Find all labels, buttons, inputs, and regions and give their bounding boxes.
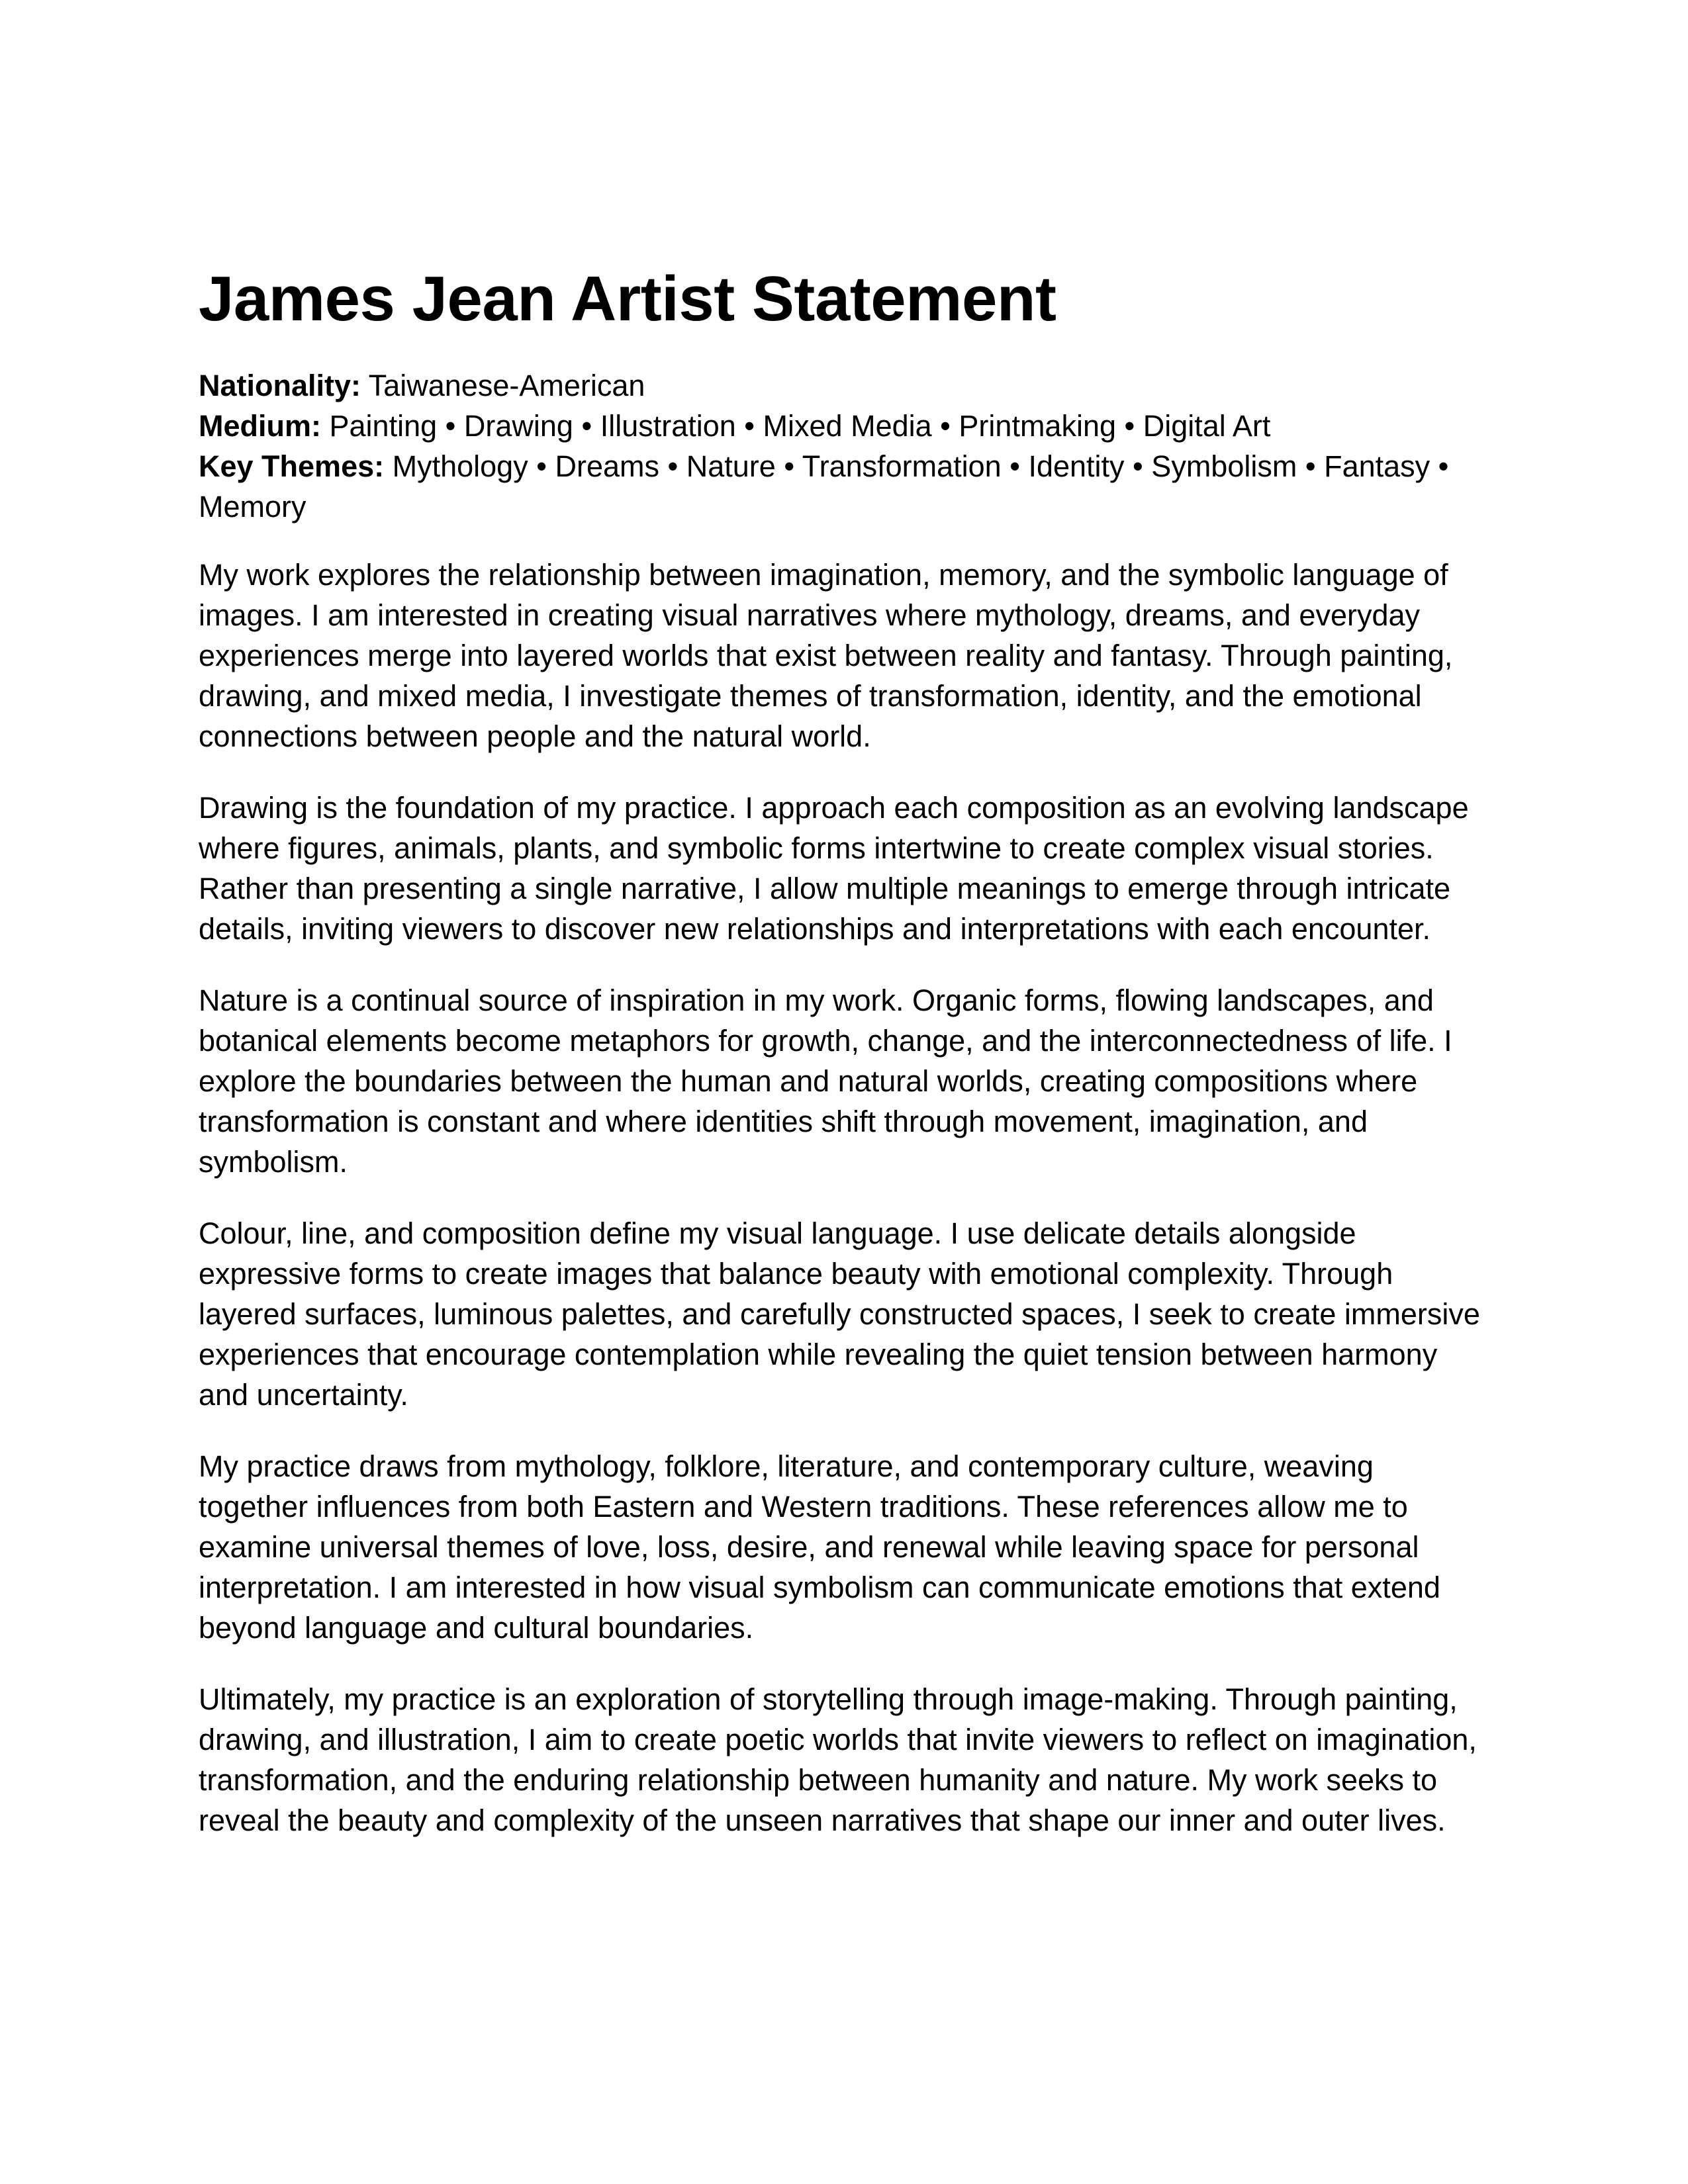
statement-paragraph-3: Nature is a continual source of inspiration in my work. Organic forms, flowing landscapes, and botanical elements become metaphors for growth, change, and the interconnectedness of life. I explore the boundaries between the human and natural worlds, creating compositions where transformation is constant and where identities shift through movement, imagination, and symbolism.: [199, 983, 1452, 1179]
nationality-line: [199, 365, 1489, 406]
key-themes-line: [199, 446, 1489, 527]
medium-label: Medium:: [199, 409, 321, 443]
statement-paragraph-5: My practice draws from mythology, folklore, literature, and contemporary culture, weaving together influences from both Eastern and Western traditions. These references allow me to examine universal themes of love, loss, desire, and renewal while leaving space for personal interpretation. I am interested in how visual symbolism can communicate emotions that extend beyond language and cultural boundaries.: [199, 1449, 1440, 1645]
medium-value: Painting • Drawing • Illustration • Mixed Media • Printmaking • Digital Art: [321, 409, 1271, 443]
statement-paragraph-6: Ultimately, my practice is an exploration of storytelling through image-making. Through painting, drawing, and illustration, I aim to create poetic worlds that invite viewers to reflect on imagination, transformation, and the enduring relationship between humanity and nature. My work seeks to reveal the beauty and complexity of the unseen narratives that shape our inner and outer lives.: [199, 1682, 1477, 1837]
statement-paragraph-2: Drawing is the foundation of my practice. I approach each composition as an evolving landscape where figures, animals, plants, and symbolic forms intertwine to create complex visual stories. Rather than presenting a single narrative, I allow multiple meanings to emerge through intricate details, inviting viewers to discover new relationships and interpretations with each encounter.: [199, 791, 1469, 946]
statement-paragraph-1: My work explores the relationship between imagination, memory, and the symbolic language of images. I am interested in creating visual narratives where mythology, dreams, and everyday experiences merge into layered worlds that exist between reality and fantasy. Through painting, drawing, and mixed media, I investigate themes of transformation, identity, and the emotional connections between people and the natural world.: [199, 558, 1453, 753]
nationality-value: Taiwanese-American: [361, 369, 645, 402]
key-themes-value: Mythology • Dreams • Nature • Transformation • Identity • Symbolism • Fantasy • Memory: [199, 449, 1449, 523]
key-themes-label: Key Themes:: [199, 449, 385, 483]
document-page: [199, 259, 1489, 1872]
page-title: James Jean Artist Statement: [199, 263, 1056, 334]
artist-details: [199, 365, 1489, 527]
nationality-label: Nationality:: [199, 369, 361, 402]
medium-line: [199, 406, 1489, 446]
statement-paragraph-4: Colour, line, and composition define my visual language. I use delicate details alongside expressive forms to create images that balance beauty with emotional complexity. Through layered surfaces, luminous palettes, and carefully constructed spaces, I seek to create immersive experiences that encourage contemplation while revealing the quiet tension between harmony and uncertainty.: [199, 1216, 1480, 1412]
